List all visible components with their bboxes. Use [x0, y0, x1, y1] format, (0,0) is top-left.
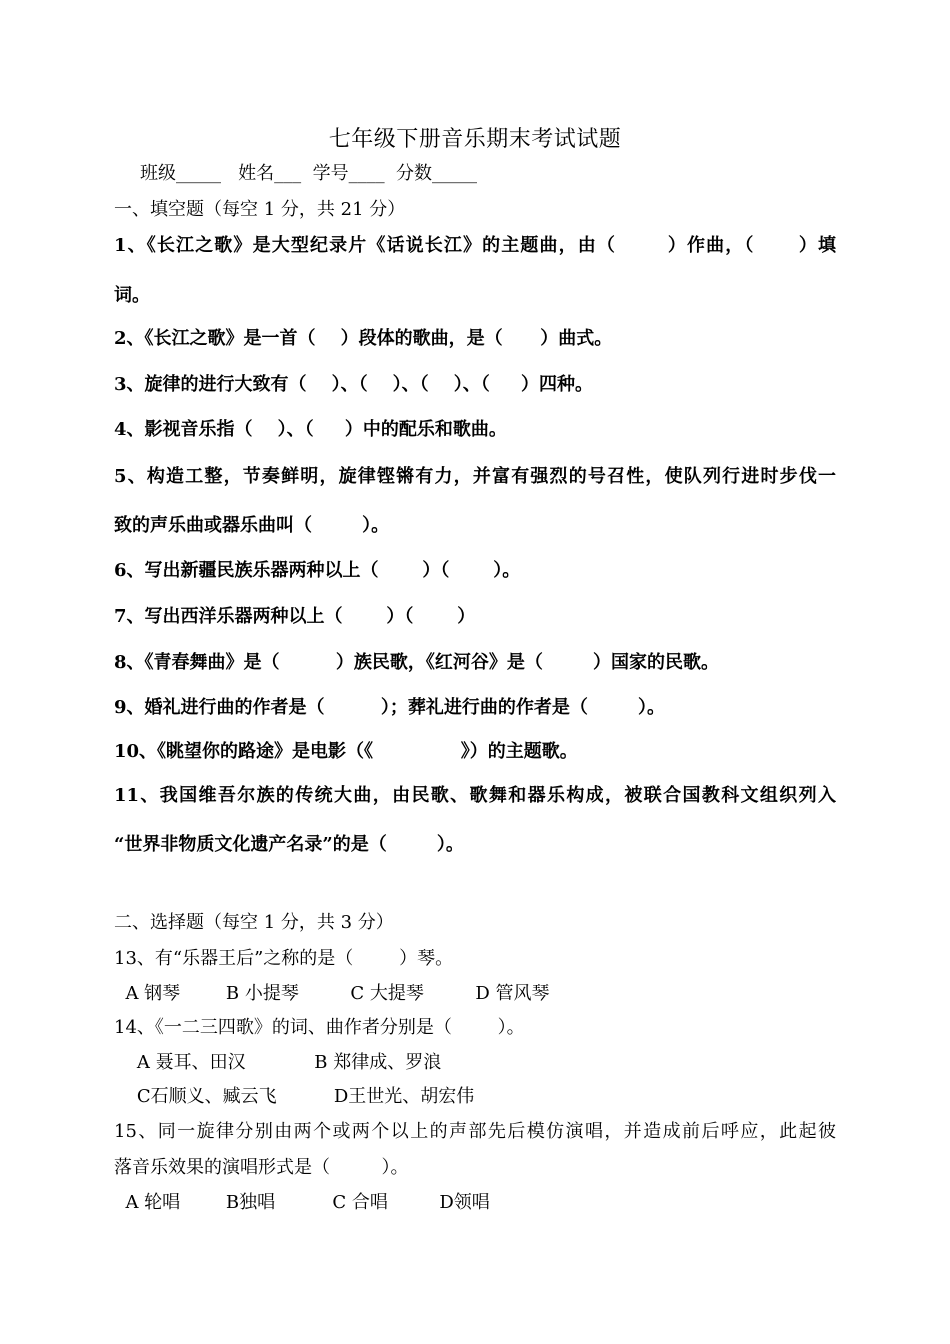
question-line: 6、写出新疆民族乐器两种以上（ ）（ ）。 [114, 560, 521, 581]
page-title: 七年级下册音乐期末考试试题 [328, 127, 622, 152]
question-line: 11、我国维吾尔族的传统大曲，由民歌、歌舞和器乐构成，被联合国教科文组织列入 [114, 785, 836, 806]
question-line: 1、《长江之歌》是大型纪录片《话说长江》的主题曲，由（ ）作曲，（ ）填 [114, 235, 836, 256]
question-line: 9、婚礼进行曲的作者是（ ）；葬礼进行曲的作者是（ ）。 [114, 697, 666, 718]
question-line: 3、旋律的进行大致有（ ）、（ ）、（ ）、（ ）四种。 [114, 374, 594, 395]
option-line: A 聂耳、田汉 B 郑律成、罗浪 [114, 1052, 442, 1073]
question-line: “世界非物质文化遗产名录”的是（ ）。 [114, 834, 464, 855]
question-line: 4、影视音乐指（ ）、（ ）中的配乐和歌曲。 [114, 419, 507, 440]
question-line: 致的声乐曲或器乐曲叫（ ）。 [114, 515, 390, 536]
section-heading-choice: 二、选择题（每空 1 分，共 3 分） [114, 912, 394, 933]
question-line: 落音乐效果的演唱形式是（ ）。 [114, 1157, 409, 1178]
option-line: A 钢琴 B 小提琴 C 大提琴 D 管风琴 [114, 983, 550, 1004]
question-line: 2、《长江之歌》是一首（ ）段体的歌曲，是（ ）曲式。 [114, 328, 613, 349]
question-line: 7、写出西洋乐器两种以上（ ）（ ） [114, 606, 476, 627]
question-line: 5、构造工整，节奏鲜明，旋律铿锵有力，并富有强烈的号召性，使队列行进时步伐一 [114, 466, 836, 487]
question-line: 13、有“乐器王后”之称的是（ ）琴。 [114, 948, 454, 969]
student-info-line: 班级_____ 姓名___ 学号____ 分数_____ [140, 163, 478, 184]
question-line: 词。 [114, 285, 150, 306]
question-line: 14、《一二三四歌》的词、曲作者分别是（ ）。 [114, 1017, 525, 1038]
option-line: C石顺义、臧云飞 D王世光、胡宏伟 [114, 1086, 475, 1107]
question-line: 15、同一旋律分别由两个或两个以上的声部先后模仿演唱，并造成前后呼应，此起彼 [114, 1121, 836, 1142]
question-line: 10、《眺望你的路途》是电影（《 》）的主题歌。 [114, 741, 578, 762]
section-heading-fill-in: 一、填空题（每空 1 分，共 21 分） [114, 199, 406, 220]
question-line: 8、《青春舞曲》是（ ）族民歌，《红河谷》是（ ）国家的民歌。 [114, 652, 720, 673]
option-line: A 轮唱 B独唱 C 合唱 D领唱 [114, 1192, 490, 1213]
